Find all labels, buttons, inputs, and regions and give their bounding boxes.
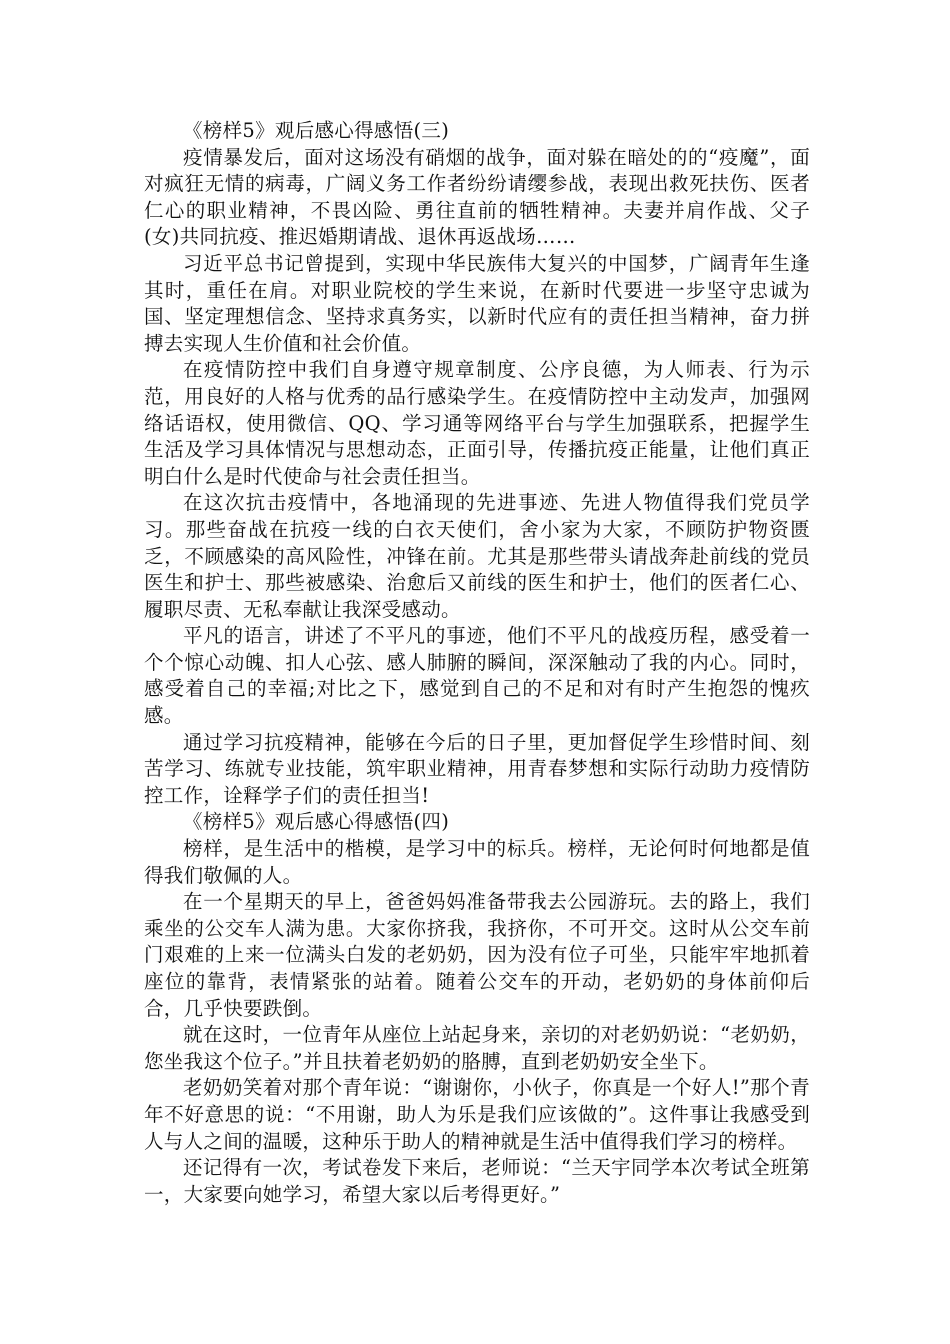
paragraph: 习近平总书记曾提到，实现中华民族伟大复兴的中国梦，广阔青年生逢其时，重任在肩。对职业院校的学生来说，在新时代要进一步坚守忠诚为国、坚定理想信念、坚持求真务实，以新时代应有的责任担当精神，奋力拼搏去实现人生价值和社会价值。 — [144, 251, 810, 355]
paragraph: 在一个星期天的早上，爸爸妈妈准备带我去公园游玩。去的路上，我们乘坐的公交车人满为患。大家你挤我，我挤你，不可开交。这时从公交车前门艰难的上来一位满头白发的老奶奶，因为没有位子可坐，只能牢牢地抓着座位的靠背，表情紧张的站着。随着公交车的开动，老奶奶的身体前仰后合，几乎快要跌倒。 — [144, 890, 810, 1020]
paragraph: 在疫情防控中我们自身遵守规章制度、公序良德，为人师表、行为示范，用良好的人格与优秀的品行感染学生。在疫情防控中主动发声，加强网络话语权，使用微信、QQ、学习通等网络平台与学生加强联系，把握学生生活及学习具体情况与思想动态，正面引导，传播抗疫正能量，让他们真正明白什么是时代使命与社会责任担当。 — [144, 358, 810, 488]
paragraph: 疫情暴发后，面对这场没有硝烟的战争，面对躲在暗处的的“疫魔”，面对疯狂无情的病毒，广阔义务工作者纷纷请缨参战，表现出救死扶伤、医者仁心的职业精神，不畏凶险、勇往直前的牺牲精神。夫妻并肩作战、父子(女)共同抗疫、推迟婚期请战、退休再返战场…… — [144, 145, 810, 249]
section-title: 《榜样5》观后感心得感悟(四) — [183, 810, 450, 834]
paragraph: 老奶奶笑着对那个青年说：“谢谢你，小伙子，你真是一个好人!”那个青年不好意思的说：“不用谢，助人为乐是我们应该做的”。这件事让我感受到人与人之间的温暖，这种乐于助人的精神就是生活中值得我们学习的榜样。 — [144, 1076, 810, 1153]
paragraph: 通过学习抗疫精神，能够在今后的日子里，更加督促学生珍惜时间、刻苦学习、练就专业技能，筑牢职业精神，用青春梦想和实际行动助力疫情防控工作，诠释学子们的责任担当! — [144, 730, 810, 807]
paragraph: 平凡的语言，讲述了不平凡的事迹，他们不平凡的战疫历程，感受着一个个惊心动魄、扣人心弦、感人肺腑的瞬间，深深触动了我的内心。同时，感受着自己的幸福;对比之下，感觉到自己的不足和对有时产生抱怨的愧疚感。 — [144, 624, 810, 728]
section-title: 《榜样5》观后感心得感悟(三) — [183, 119, 450, 142]
paragraph: 就在这时，一位青年从座位上站起身来，亲切的对老奶奶说：“老奶奶，您坐我这个位子。”并且扶着老奶奶的胳膊，直到老奶奶安全坐下。 — [144, 1023, 810, 1073]
paragraph: 在这次抗击疫情中，各地涌现的先进事迹、先进人物值得我们党员学习。那些奋战在抗疫一线的白衣天使们，舍小家为大家，不顾防护物资匮乏，不顾感染的高风险性，冲锋在前。尤其是那些带头请战奔赴前线的党员医生和护士、那些被感染、治愈后又前线的医生和护士，他们的医者仁心、履职尽责、无私奉献让我深受感动。 — [144, 491, 810, 621]
paragraph: 榜样，是生活中的楷模，是学习中的标兵。榜样，无论何时何地都是值得我们敬佩的人。 — [144, 837, 810, 887]
document-body — [144, 118, 810, 1208]
paragraph: 还记得有一次，考试卷发下来后，老师说：“兰天宇同学本次考试全班第一，大家要向她学习，希望大家以后考得更好。” — [144, 1156, 810, 1206]
